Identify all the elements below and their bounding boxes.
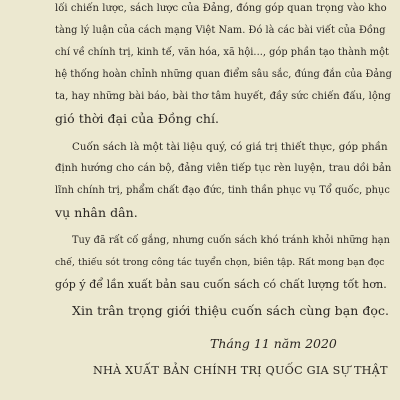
text-line: Tuy đã rất cố gắng, nhưng cuốn sách khó tránh khỏi những hạn bbox=[72, 235, 391, 246]
text-line: ta, hay những bài báo, bài thơ tâm huyết, đầy sức chiến đấu, lộng bbox=[55, 91, 391, 102]
text-line: góp ý để lần xuất bản sau cuốn sách có chất lượng tốt hơn. bbox=[55, 278, 387, 291]
text-line: chế, thiếu sót trong công tác tuyển chọn, biên tập. Rất mong bạn đọc bbox=[55, 257, 385, 268]
text-line: tàng lý luận của cách mạng Việt Nam. Đó là các bài viết của Đồng bbox=[55, 25, 386, 36]
text-line: hệ thống hoàn chỉnh những quan điểm sâu sắc, đúng đắn của Đảng bbox=[55, 69, 392, 80]
text-line: lối chiến lược, sách lược của Đảng, đóng góp quan trọng vào kho bbox=[55, 3, 387, 14]
text-line: gió thời đại của Đồng chí. bbox=[55, 111, 220, 126]
text-line: vụ nhân dân. bbox=[55, 205, 138, 220]
text-line: Xin trân trọng giới thiệu cuốn sách cùng bạn đọc. bbox=[72, 303, 390, 318]
text-line: Cuốn sách là một tài liệu quý, có giá trị thiết thực, góp phần bbox=[72, 141, 388, 153]
text-line: định hướng cho cán bộ, đảng viên tiếp tục rèn luyện, trau dồi bản bbox=[55, 163, 392, 174]
text-line: chí về chính trị, kinh tế, văn hóa, xã hội..., góp phần tạo thành một bbox=[55, 47, 389, 58]
text-line: lĩnh chính trị, phẩm chất đạo đức, tinh thần phục vụ Tổ quốc, phục bbox=[55, 185, 390, 196]
signature-date: Tháng 11 năm 2020 bbox=[210, 336, 337, 351]
signature-publisher: NHÀ XUẤT BẢN CHÍNH TRỊ QUỐC GIA SỰ THẬT bbox=[93, 364, 388, 377]
